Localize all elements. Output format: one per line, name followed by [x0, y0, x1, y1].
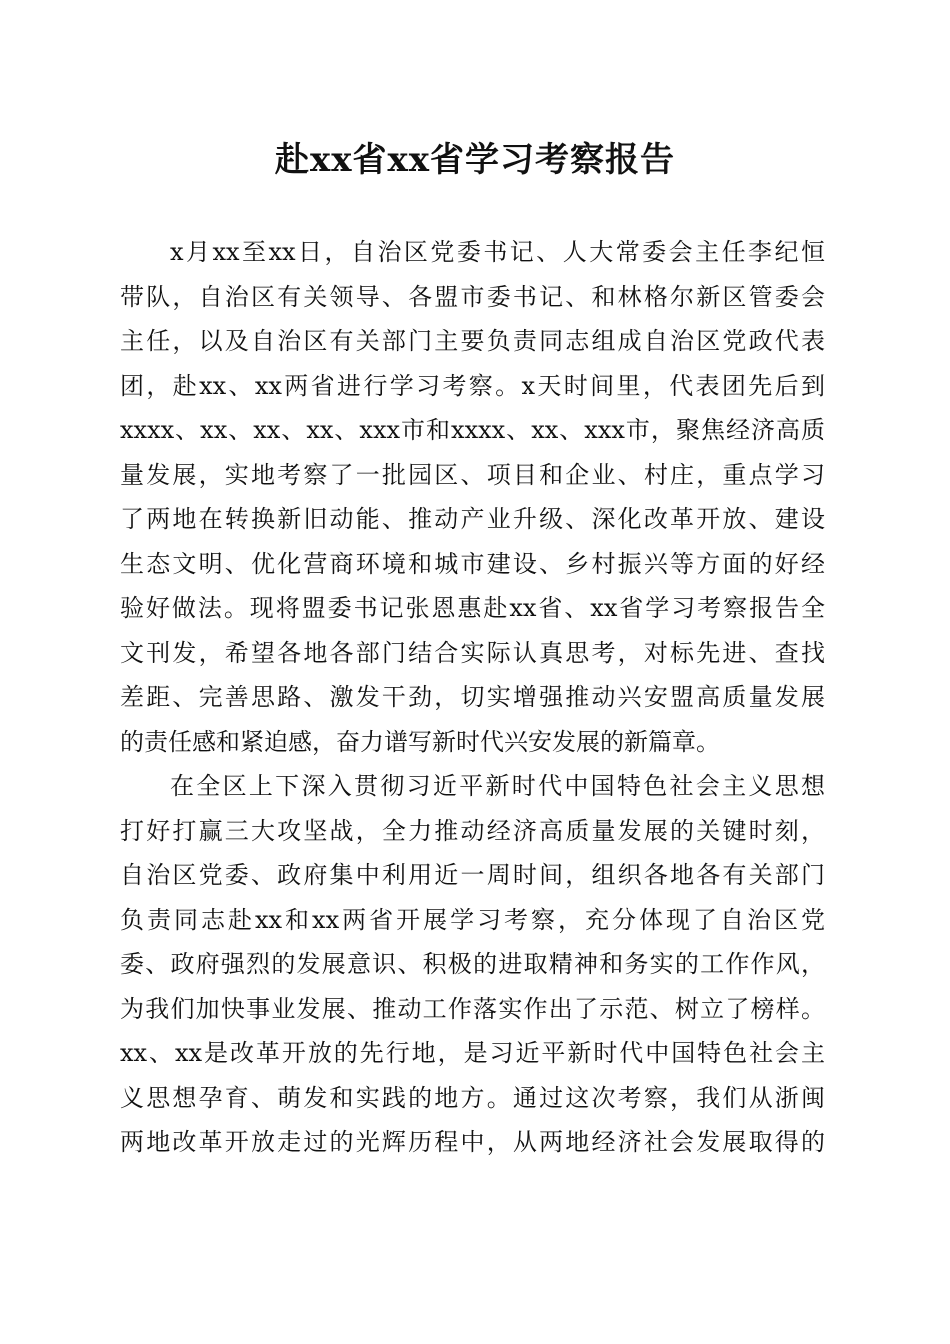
text-line: 为我们加快事业发展、推动工作落实作出了示范、树立了榜样。	[120, 994, 825, 1023]
text-line: 在全区上下深入贯彻习近平新时代中国特色社会主义思想	[170, 772, 825, 800]
text-line: 了两地在转换新旧动能、推动产业升级、深化改革开放、建设	[120, 505, 825, 533]
text-line: 文刊发，希望各地各部门结合实际认真思考，对标先进、查找	[120, 638, 825, 667]
text-line: 带队，自治区有关领导、各盟市委书记、和林格尔新区管委会	[120, 282, 825, 311]
text-line: 差距、完善思路、激发干劲，切实增强推动兴安盟高质量发展	[120, 683, 825, 711]
document-body	[120, 230, 825, 1165]
text-line: 的责任感和紧迫感，奋力谱写新时代兴安发展的新篇章。	[120, 727, 720, 756]
text-line: 负责同志赴xx和xx两省开展学习考察，充分体现了自治区党	[120, 905, 825, 934]
document-title: 赴xx省xx省学习考察报告	[274, 140, 676, 180]
text-line: 生态文明、优化营商环境和城市建设、乡村振兴等方面的好经	[120, 549, 825, 578]
text-line: 主任，以及自治区有关部门主要负责同志组成自治区党政代表	[120, 327, 825, 355]
text-line: 团，赴xx、xx两省进行学习考察。x天时间里，代表团先后到	[120, 371, 825, 400]
paragraph-1	[120, 230, 825, 764]
text-line: 委、政府强烈的发展意识、积极的进取精神和务实的工作作风，	[120, 950, 825, 978]
paragraph-2	[120, 764, 825, 1165]
text-line: 义思想孕育、萌发和实践的地方。通过这次考察，我们从浙闽	[120, 1083, 825, 1112]
text-line: x月xx至xx日，自治区党委书记、人大常委会主任李纪恒	[170, 238, 825, 266]
text-line: 验好做法。现将盟委书记张恩惠赴xx省、xx省学习考察报告全	[120, 594, 825, 622]
text-line: xx、xx是改革开放的先行地，是习近平新时代中国特色社会主	[120, 1039, 825, 1067]
text-line: 自治区党委、政府集中利用近一周时间，组织各地各有关部门	[120, 861, 825, 889]
text-line: xxxx、xx、xx、xx、xxx市和xxxx、xx、xxx市，聚焦经济高质	[120, 416, 825, 444]
text-line: 打好打赢三大攻坚战，全力推动经济高质量发展的关键时刻，	[120, 816, 825, 845]
text-line: 量发展，实地考察了一批园区、项目和企业、村庄，重点学习	[120, 460, 825, 489]
text-line: 两地改革开放走过的光辉历程中，从两地经济社会发展取得的	[120, 1128, 825, 1156]
